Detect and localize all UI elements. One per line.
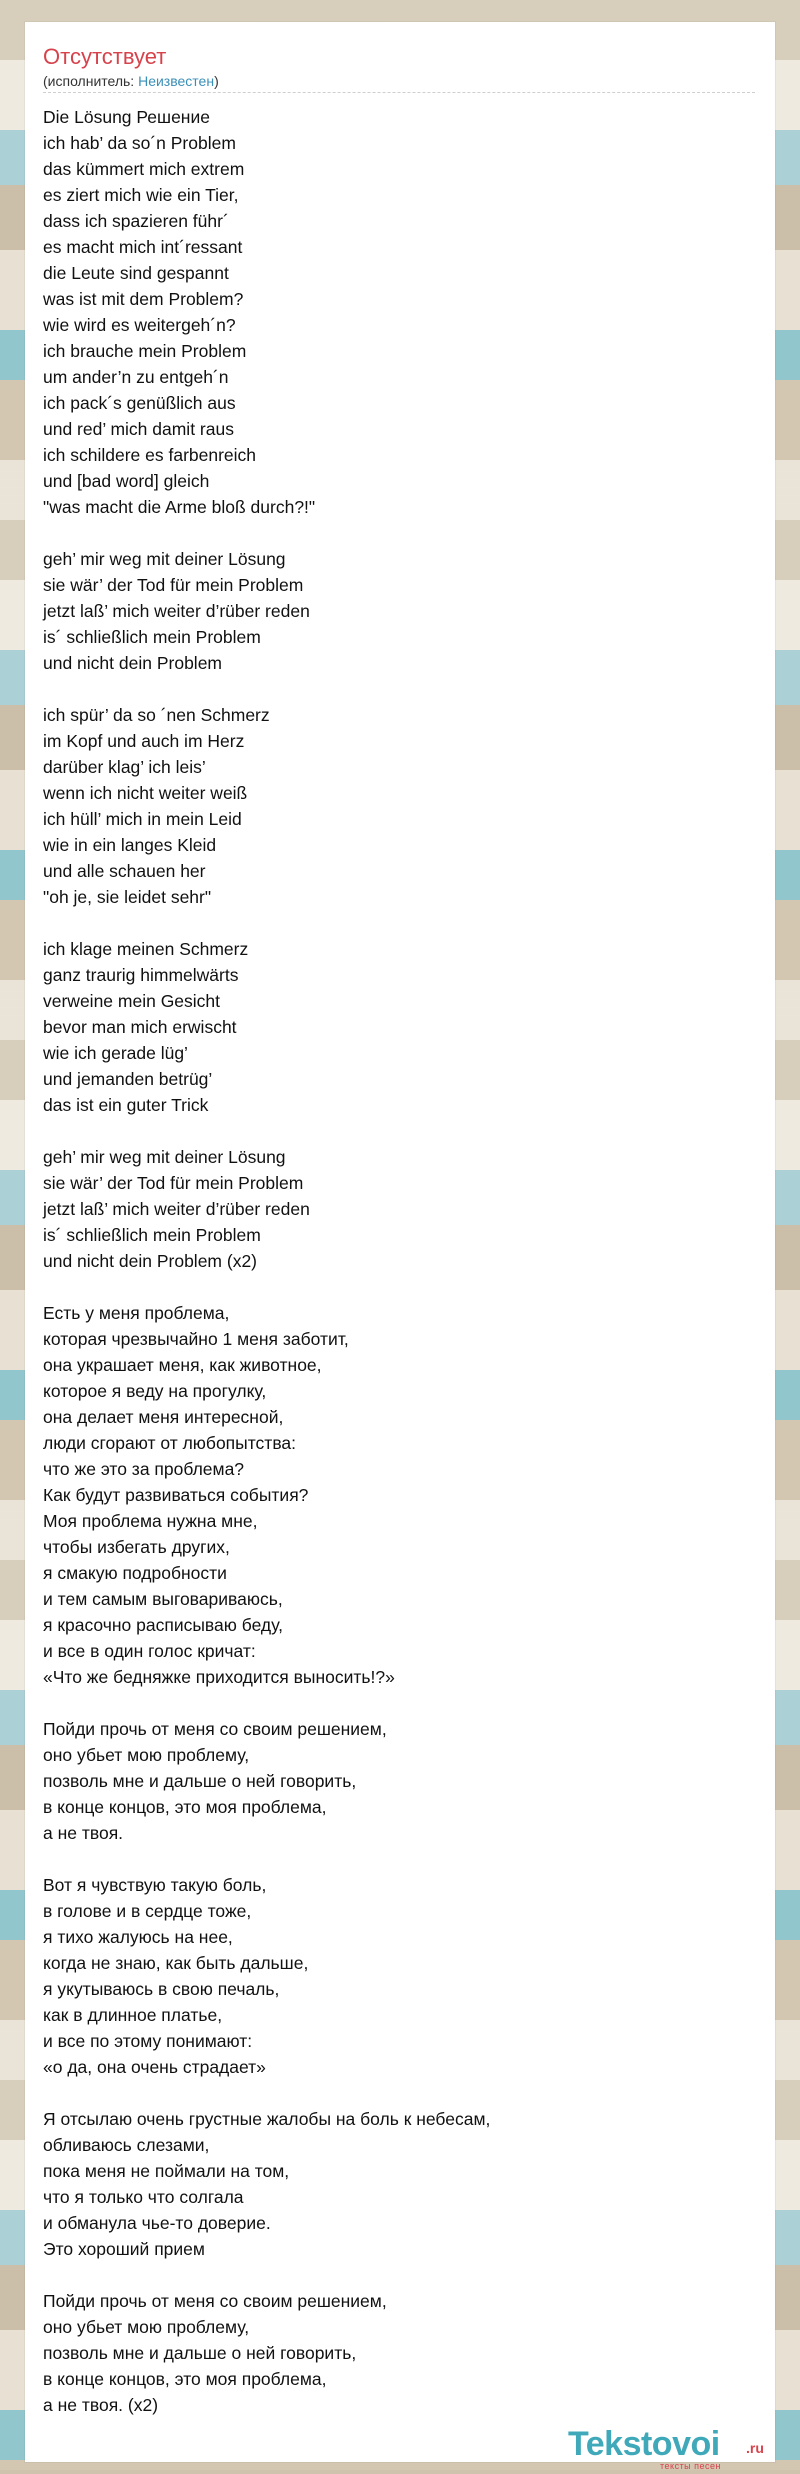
lyrics-card xyxy=(25,22,775,2471)
lyrics-stanza xyxy=(43,1716,755,1846)
lyrics-line: ich klage meinen Schmerz xyxy=(43,939,249,959)
lyrics-line: ich pack´s genüßlich aus xyxy=(43,393,236,413)
lyrics-line: и тем самым выговариваюсь, xyxy=(43,1589,283,1609)
lyrics-line: ich hüll’ mich in mein Leid xyxy=(43,809,242,829)
lyrics-line: позволь мне и дальше о ней говорить, xyxy=(43,1771,357,1791)
lyrics-stanza xyxy=(43,1144,755,1274)
lyrics-line: is´ schließlich mein Problem xyxy=(43,1225,261,1245)
lyrics-line: ich brauche mein Problem xyxy=(43,341,247,361)
lyrics-line: чтобы избегать других, xyxy=(43,1537,230,1557)
artist-link[interactable]: Неизвестен xyxy=(138,73,215,89)
artist-prefix: (исполнитель: xyxy=(43,73,139,89)
lyrics-line: wie ich gerade lüg’ xyxy=(43,1043,188,1063)
lyrics-line: что я только что солгала xyxy=(43,2187,244,2207)
lyrics-line: wenn ich nicht weiter weiß xyxy=(43,783,248,803)
lyrics-line: и обманула чье-то доверие. xyxy=(43,2213,271,2233)
lyrics-body xyxy=(43,104,755,2444)
header-divider xyxy=(43,92,755,93)
lyrics-line: «Что же бедняжке приходится выносить!?» xyxy=(43,1667,395,1687)
song-title: Отсутствует xyxy=(43,44,167,69)
lyrics-line: я тихо жалуюсь на нее, xyxy=(43,1927,233,1947)
lyrics-line: ich hab’ da so´n Problem xyxy=(43,133,236,153)
lyrics-line: оно убьет мою проблему, xyxy=(43,2317,250,2337)
logo-tagline: тексты песен xyxy=(660,2461,722,2471)
lyrics-line: es macht mich int´ressant xyxy=(43,237,243,257)
lyrics-line: wie in ein langes Kleid xyxy=(43,835,217,855)
lyrics-stanza xyxy=(43,1300,755,1690)
lyrics-line: geh’ mir weg mit deiner Lösung xyxy=(43,1147,286,1167)
site-logo[interactable] xyxy=(568,2426,778,2474)
lyrics-line: я укутываюсь в свою печаль, xyxy=(43,1979,280,1999)
lyrics-line: bevor man mich erwischt xyxy=(43,1017,237,1037)
lyrics-line: und alle schauen her xyxy=(43,861,206,881)
logo-tld: .ru xyxy=(746,2440,764,2456)
lyrics-line: которое я веду на прогулку, xyxy=(43,1381,267,1401)
lyrics-line: она украшает меня, как животное, xyxy=(43,1355,322,1375)
lyrics-line: Это хороший прием xyxy=(43,2239,205,2259)
lyrics-line: um ander’n zu entgeh´n xyxy=(43,367,229,387)
lyrics-line: die Leute sind gespannt xyxy=(43,263,229,283)
lyrics-line: sie wär’ der Tod für mein Problem xyxy=(43,575,304,595)
lyrics-line: und nicht dein Problem (x2) xyxy=(43,1251,257,1271)
lyrics-line: und red’ mich damit raus xyxy=(43,419,234,439)
artist-suffix: ) xyxy=(214,73,219,89)
lyrics-line: оно убьет мою проблему, xyxy=(43,1745,250,1765)
lyrics-line: ganz traurig himmelwärts xyxy=(43,965,239,985)
lyrics-line: verweine mein Gesicht xyxy=(43,991,221,1011)
lyrics-line: люди сгорают от любопытства: xyxy=(43,1433,297,1453)
lyrics-line: когда не знаю, как быть дальше, xyxy=(43,1953,309,1973)
lyrics-stanza xyxy=(43,2288,755,2418)
lyrics-line: она делает меня интересной, xyxy=(43,1407,284,1427)
lyrics-line: и все в один голос кричат: xyxy=(43,1641,256,1661)
lyrics-line: was ist mit dem Problem? xyxy=(43,289,244,309)
lyrics-line: Пойди прочь от меня со своим решением, xyxy=(43,1719,387,1739)
lyrics-line: Моя проблема нужна мне, xyxy=(43,1511,258,1531)
lyrics-stanza xyxy=(43,702,755,910)
lyrics-line: Вот я чувствую такую боль, xyxy=(43,1875,267,1895)
lyrics-line: das ist ein guter Trick xyxy=(43,1095,209,1115)
lyrics-line: а не твоя. xyxy=(43,1823,124,1843)
lyrics-line: wie wird es weitergeh´n? xyxy=(43,315,236,335)
lyrics-line: sie wär’ der Tod für mein Problem xyxy=(43,1173,304,1193)
lyrics-line: darüber klag’ ich leis’ xyxy=(43,757,206,777)
lyrics-line: и все по этому понимают: xyxy=(43,2031,253,2051)
lyrics-line: im Kopf und auch im Herz xyxy=(43,731,245,751)
lyrics-line: что же это за проблема? xyxy=(43,1459,245,1479)
lyrics-line: позволь мне и дальше о ней говорить, xyxy=(43,2343,357,2363)
lyrics-line: «о да, она очень страдает» xyxy=(43,2057,266,2077)
lyrics-line: обливаюсь слезами, xyxy=(43,2135,210,2155)
lyrics-line: я смакую подробности xyxy=(43,1563,227,1583)
lyrics-stanza xyxy=(43,1872,755,2080)
lyrics-line: ich spür’ da so ´nen Schmerz xyxy=(43,705,270,725)
lyrics-line: "was macht die Arme bloß durch?!" xyxy=(43,497,316,517)
lyrics-stanza xyxy=(43,104,755,520)
logo-wordmark: Tekstovoi xyxy=(568,2425,720,2463)
lyrics-line: в конце концов, это моя проблема, xyxy=(43,2369,327,2389)
lyrics-line: Как будут развиваться события? xyxy=(43,1485,309,1505)
lyrics-line: jetzt laß’ mich weiter d’rüber reden xyxy=(43,1199,310,1219)
lyrics-line: und nicht dein Problem xyxy=(43,653,222,673)
lyrics-line: dass ich spazieren führ´ xyxy=(43,211,229,231)
lyrics-line: которая чрезвычайно 1 меня заботит, xyxy=(43,1329,349,1349)
lyrics-line: das kümmert mich extrem xyxy=(43,159,245,179)
lyrics-line: в голове и в сердце тоже, xyxy=(43,1901,252,1921)
lyrics-line: а не твоя. (x2) xyxy=(43,2395,159,2415)
lyrics-line: пока меня не поймали на том, xyxy=(43,2161,290,2181)
lyrics-stanza xyxy=(43,546,755,676)
lyrics-line: Пойди прочь от меня со своим решением, xyxy=(43,2291,387,2311)
lyrics-stanza xyxy=(43,2106,755,2262)
lyrics-line: es ziert mich wie ein Tier, xyxy=(43,185,239,205)
lyrics-line: geh’ mir weg mit deiner Lösung xyxy=(43,549,286,569)
lyrics-line: ich schildere es farbenreich xyxy=(43,445,257,465)
lyrics-line: Есть у меня проблема, xyxy=(43,1303,230,1323)
lyrics-line: я красочно расписываю беду, xyxy=(43,1615,283,1635)
lyrics-line: Я отсылаю очень грустные жалобы на боль к небесам, xyxy=(43,2109,491,2129)
lyrics-line: "oh je, sie leidet sehr" xyxy=(43,887,212,907)
lyrics-stanza xyxy=(43,936,755,1118)
lyrics-line: und jemanden betrüg’ xyxy=(43,1069,213,1089)
lyrics-line: в конце концов, это моя проблема, xyxy=(43,1797,327,1817)
lyrics-line: jetzt laß’ mich weiter d’rüber reden xyxy=(43,601,310,621)
lyrics-line: Die Lösung Решение xyxy=(43,107,210,127)
artist-line xyxy=(43,72,219,90)
lyrics-line: und [bad word] gleich xyxy=(43,471,210,491)
lyrics-line: как в длинное платье, xyxy=(43,2005,223,2025)
lyrics-line: is´ schließlich mein Problem xyxy=(43,627,261,647)
